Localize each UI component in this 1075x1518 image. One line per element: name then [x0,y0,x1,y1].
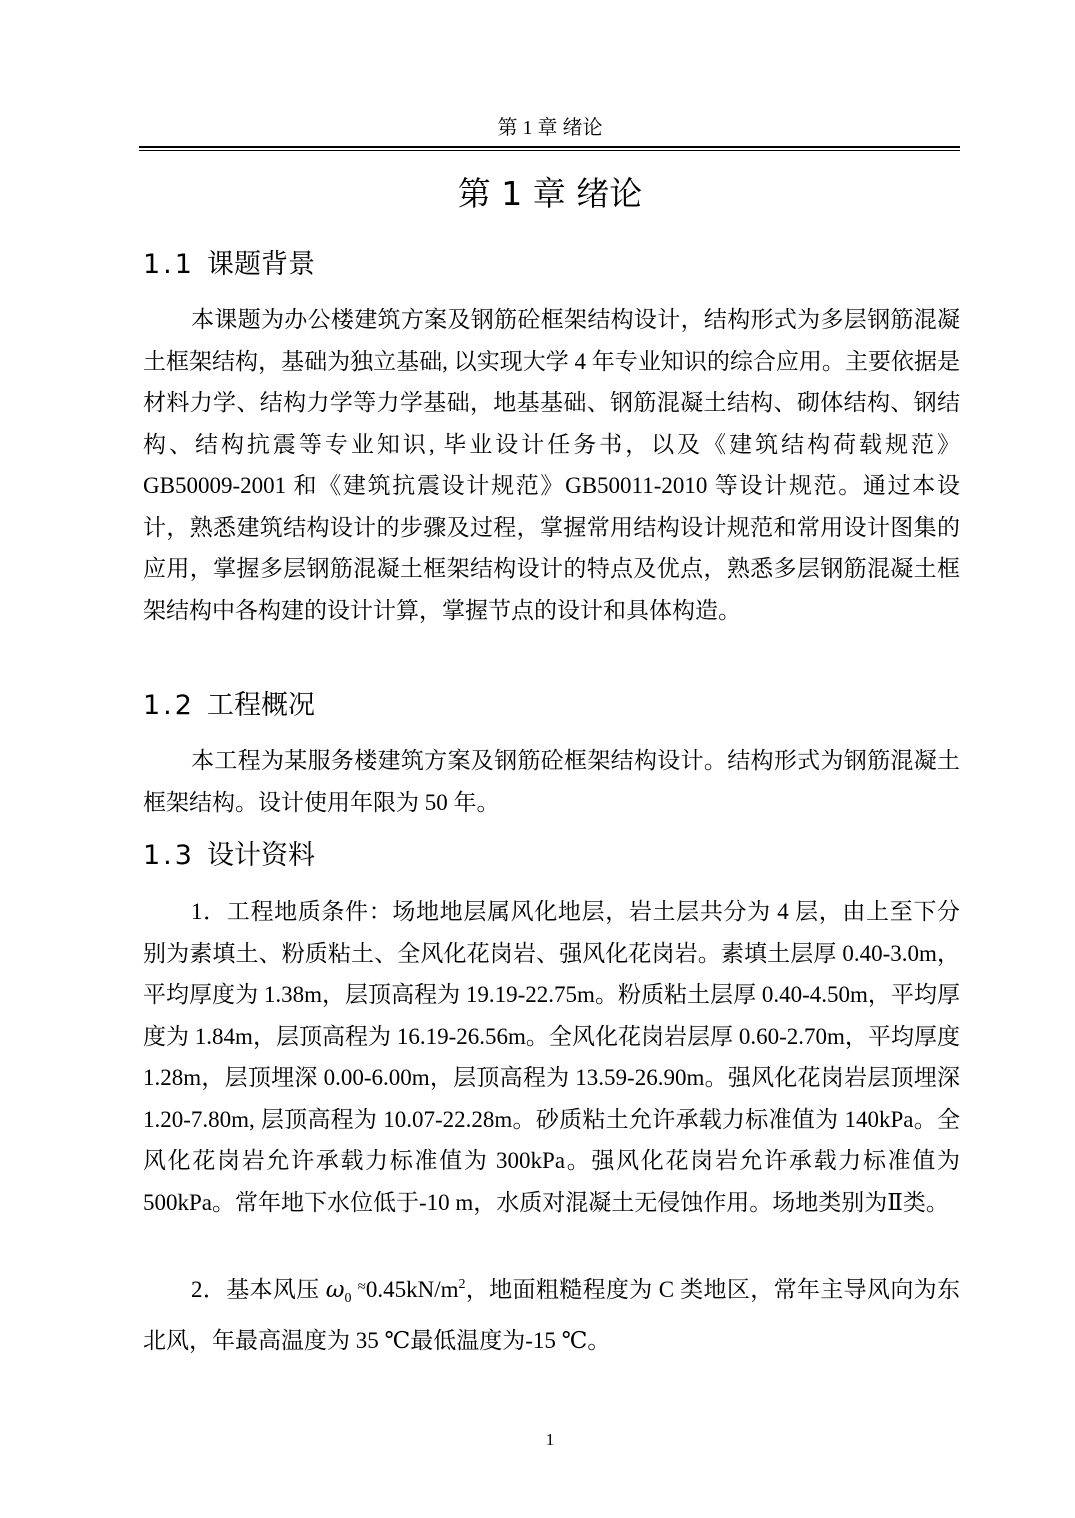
wind-formula [325,1277,466,1306]
wind-rest: ，地面粗糙程度为 C 类地区，常年主导风向为东北风，年最高温度为 35 ℃最低温度为-15 ℃。 [143,1277,961,1353]
wind-value: 0.45kN/m [365,1277,459,1302]
section-title: 设计资料 [206,840,315,871]
section-heading-1-2 [143,686,315,726]
wind-label: 2．基本风压 [191,1277,320,1302]
header-rule-thin [139,150,960,151]
approx-sign: ≈ [357,1279,366,1295]
page-number: 1 [545,1430,555,1449]
unit-exponent: 2 [458,1277,466,1292]
paragraph-overview: 本工程为某服务楼建筑方案及钢筋砼框架结构设计。结构形式为钢筋混凝土框架结构。设计使用年限为 50 年。 [143,748,960,815]
paragraph-geology: 1．工程地质条件：场地地层属风化地层，岩土层共分为 4 层，由上至下分别为素填土、粉质粘土、全风化花岗岩、强风化花岗岩。素填土层厚 0.40-3.0m，平均厚度为 1.38m，层顶高程为 19.19-22.75m。粉质粘土层厚 0.40-4.50m，平均厚度为 1.84m，层顶高程为 16.19-26.56m。全风化花岗岩层厚 0.60-2.70m，平均厚度 1.28m，层顶埋深 0.00-6.00m，层顶高程为 13.59-26.90m。强风化花岗岩层顶埋深 1.20-7.80m, 层顶高程为 10.07-22.28m。砂质粘土允许承载力标准值为 140kPa。全风化花岗岩允许承载力标准值为 300kPa。强风化花岗岩允许承载力标准值为 500kPa。常年地下水位低于-10 m，水质对混凝土无侵蚀作用。场地类别为Ⅱ类。 [143,899,960,1215]
section-heading-1-3 [143,836,315,876]
running-header: 第 1 章 绪论 [497,117,603,139]
section-title: 工程概况 [206,690,315,721]
section-heading-1-1 [143,245,315,285]
header-rule [139,146,960,148]
paragraph-wind-pressure [143,1264,960,1361]
section-number: 1.2 [143,690,195,721]
section-title: 课题背景 [206,249,315,280]
chapter-title: 第 1 章 绪论 [457,174,643,213]
section-number: 1.1 [143,249,195,280]
omega-subscript: 0 [344,1291,352,1306]
section-number: 1.3 [143,840,195,871]
paragraph-background: 本课题为办公楼建筑方案及钢筋砼框架结构设计，结构形式为多层钢筋混凝土框架结构，基础为独立基础, 以实现大学 4 年专业知识的综合应用。主要依据是材料力学、结构力学等力学基础，地基基础、钢筋混凝土结构、砌体结构、钢结构、结构抗震等专业知识, 毕业设计任务书，以及《建筑结构荷载规范》GB50009-2001 和《建筑抗震设计规范》GB50011-2010 等设计规范。通过本设计，熟悉建筑结构设计的步骤及过程，掌握常用结构设计规范和常用设计图集的应用，掌握多层钢筋混凝土框架结构设计的特点及优点，熟悉多层钢筋混凝土框架结构中各构建的设计计算，掌握节点的设计和具体构造。 [143,307,960,623]
omega-symbol: ω [325,1277,345,1303]
